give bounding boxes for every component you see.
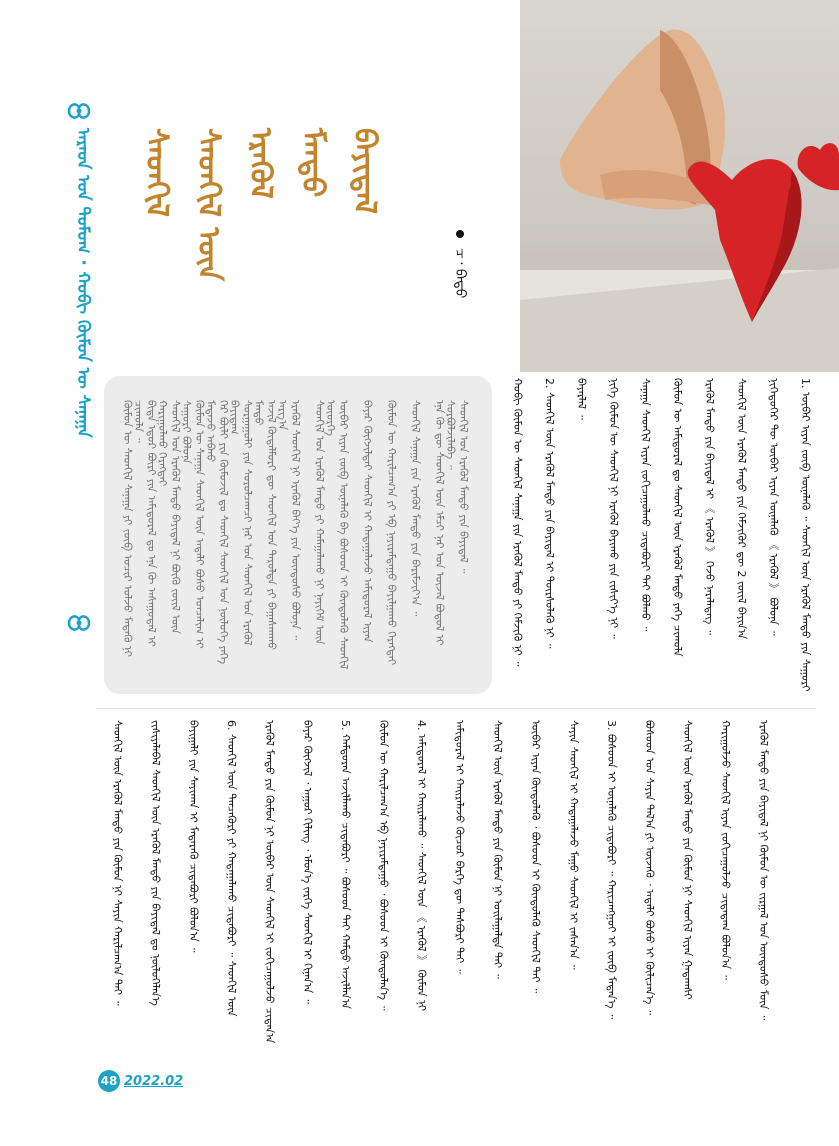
note-line: ᠰᠡᠳᠬᠢᠯ ᠤᠨ ᠡᠷᠡᠭᠦᠯ ᠮᠡᠨᠳᠦ ᠶᠢᠨ ᠪᠠᠶᠢᠳᠠᠯ ᠃ [457, 400, 470, 574]
body-line: 4. ᠠᠮᠢᠳᠤᠷᠠᠯ ᠢ ᠬᠠᠢᠷᠠᠯᠠᠬᠤ ᠃ ᠰᠡᠳᠬᠢᠯ ᠦᠨ 《 ᠡᠷᠡᠭᠦᠯ 》 ᠬᠦᠮᠦᠨ ᠨᠢ [415, 720, 428, 1012]
body-line: ᠬᠦᠮᠦᠨ ᠦ ᠬᠠᠷᠢᠯᠴᠠᠭ᠎ᠠ ᠡᠪ ᠨᠠᠶᠢᠷᠠᠮᠳᠠᠭᠤ ᠂ ᠪᠤᠰᠤᠳ ᠢ ᠬᠦᠨᠳᠦᠯᠡᠨ᠎ᠡ ᠃ [377, 720, 390, 1011]
article-title-line-4: ᠮᠡᠨᠳᠦ [295, 128, 330, 198]
body-line: 3. ᠪᠤᠰᠤᠳ ᠢ ᠦᠨᠡᠯᠡᠬᠦ ᠴᠢᠳᠠᠪᠤᠷᠢ ᠃ ᠬᠠᠷᠢᠴᠠᠩᠭᠤᠢ ᠢ ᠵᠦᠪ ᠮᠡᠳᠡᠨ᠎ᠡ ᠃ [605, 720, 618, 1020]
note-line: ᠪᠠᠶᠠᠷ ᠬᠥᠭᠵᠢᠯᠲᠡᠶ ᠰᠡᠳᠬᠢᠯ ᠢ ᠬᠠᠳᠠᠭᠠᠯᠠᠵᠤ ᠠᠮᠢᠳᠤᠷᠠᠯ ᠢᠶᠠᠨ [361, 400, 374, 643]
scroll-ornament-icon [66, 612, 92, 634]
note-line: ᠬᠦᠮᠦᠨ ᠦ ᠰᠡᠳᠬᠢᠯ ᠰᠠᠨᠠᠭᠠ ᠶᠢ ᠵᠦᠪ ᠤᠴᠢᠷ ᠣᠯᠵᠤ ᠮᠡᠳᠡᠬᠦ ᠨᠢ ᠴᠢᠬᠤᠯᠠ ᠃ [121, 400, 145, 657]
body-line: ᠪᠠᠶᠢᠭᠠᠯᠢ ᠶᠢᠨ ᠰᠠᠶᠢᠬᠠᠨ ᠢ ᠮᠡᠳᠡᠷᠡᠬᠦ ᠴᠢᠳᠠᠪᠤᠷᠢ ᠪᠣᠯᠤᠨ᠎ᠠ ᠃ [187, 720, 200, 953]
article-title-line-3: ᠡᠷᠡᠭᠦᠯ [243, 128, 278, 199]
body-line: 5. ᠬᠠᠮᠲᠤᠷᠠᠨ ᠠᠵᠢᠯᠯᠠᠬᠤ ᠴᠢᠳᠠᠪᠤᠷᠢ ᠃ ᠪᠤᠰᠤᠳ ᠲᠠᠢ ᠬᠠᠮᠲᠤ ᠠᠵᠢᠯᠯᠠᠨ᠎ᠠ [339, 720, 352, 1009]
note-line: ᠬᠦᠮᠦᠨ ᠦ ᠬᠠᠷᠢᠯᠴᠠᠭ᠎ᠠ ᠶᠢ ᠡᠪ ᠨᠠᠶᠢᠷᠠᠮᠳᠠᠭᠤ ᠪᠠᠶᠢᠯᠭᠠᠬᠤ ᠬᠡᠷᠡᠭᠲᠡᠢ [385, 400, 398, 666]
note-line: ᠥᠪᠡᠷ ᠢᠶᠡᠨ ᠵᠦᠪ ᠦᠨᠡᠯᠡᠬᠦ ᠪᠠ ᠪᠤᠰᠤᠳ ᠢ ᠬᠦᠨᠳᠦᠯᠡᠬᠦ ᠰᠡᠳᠬᠢᠯ [337, 400, 350, 670]
body-line: ᠬᠦᠮᠦᠨ ᠦ ᠠᠮᠢᠳᠤᠷᠠᠯ ᠳᠤ ᠰᠡᠳᠬᠢᠯ ᠦᠨ ᠡᠷᠡᠭᠦᠯ ᠮᠡᠨᠳᠦ ᠶᠡᠬᠡ ᠴᠢᠬᠤᠯᠠ [671, 378, 684, 657]
page-folio [98, 1070, 183, 1092]
body-line: 1. ᠥᠪᠡᠷ ᠢᠶᠡᠨ ᠵᠦᠪ ᠦᠨᠡᠯᠡᠬᠦ ᠃ ᠰᠡᠳᠬᠢᠯ ᠦᠨ ᠡᠷᠡᠭᠦᠯ ᠮᠡᠨᠳᠦ ᠶᠢᠨ ᠰᠠᠭᠤᠷᠢ [799, 378, 812, 692]
body-line: ᠨᠢᠭᠡ ᠬᠦᠮᠦᠨ ᠦ ᠰᠡᠳᠬᠢᠯ ᠨᠢ ᠡᠷᠡᠭᠦᠯ ᠪᠠᠶᠢᠬᠤ ᠶᠢᠨ ᠵᠢᠱᠢᠶ᠎ᠡ ᠨᠢ ᠃ [607, 378, 620, 639]
body-line: ᠡᠷᠡᠭᠦᠯ ᠮᠡᠨᠳᠦ ᠶᠢᠨ ᠪᠠᠶᠢᠳᠠᠯ ᠢ 《 ᠡᠷᠡᠭᠦᠯ 》 ᠭᠡᠵᠦ ᠨᠡᠷᠡᠯᠡᠳᠡᠭ ᠃ [703, 378, 716, 635]
page-number: 48 [98, 1070, 120, 1092]
body-line: ᠡᠷᠡᠭᠦᠯ ᠮᠡᠨᠳᠦ ᠶᠢᠨ ᠬᠦᠮᠦᠨ ᠨᠢ ᠥᠪᠡᠷ ᠦᠨ ᠰᠡᠳᠬᠢᠯ ᠢ ᠵᠣᠬᠢᠴᠠᠭᠤᠯᠵᠤ ᠴᠢᠳᠠᠨ᠎ᠠ [263, 720, 276, 1044]
article-photo [520, 0, 839, 372]
note-line: ᠡᠷᠡᠭᠦᠯ ᠰᠡᠳᠬᠢᠯ ᠨᠢ ᠡᠷᠡᠭᠦᠯ ᠪᠡᠶ᠎ᠡ ᠶᠢᠨ ᠦᠨᠳᠦᠰᠦ ᠪᠣᠯᠤᠨᠠ ᠃ [289, 400, 302, 641]
body-line: ᠪᠠᠶᠠᠷ ᠬᠥᠭᠵᠢᠯ ᠂ ᠠᠭᠤᠷ ᠬᠢᠯᠢᠩ ᠂ ᠡᠮᠦᠨ᠎ᠡ ᠵᠡᠷᠭᠡ ᠰᠡᠳᠬᠢᠯ ᠢ ᠬᠢᠨᠠᠨ᠎ᠠ ᠃ [301, 720, 314, 1004]
body-line: ᠥᠪᠡᠷ ᠢᠶᠡᠨ ᠬᠦᠨᠳᠦᠯᠡᠬᠦ ᠂ ᠪᠤᠰᠤᠳ ᠢ ᠬᠦᠨᠳᠦᠯᠡᠬᠦ ᠰᠡᠳᠬᠢᠯ ᠲᠠᠢ ᠃ [529, 720, 542, 994]
note-line: ᠰᠤᠷᠭᠠᠭᠤᠯᠢ ᠶᠢᠨ ᠰᠤᠷᠤᠯᠴᠠᠭᠴᠢ ᠨᠠᠷ ᠤᠨ ᠰᠡᠳᠬᠢᠯ ᠤᠨ ᠡᠷᠡᠭᠦᠯ ᠮᠡᠨᠳᠦ [241, 400, 265, 646]
note-line: ᠰᠡᠳᠬᠢᠯ ᠰᠠᠨᠠᠭᠠ ᠶᠢᠨ ᠡᠷᠡᠭᠦᠯ ᠮᠡᠨᠳᠦ ᠶᠢᠨ ᠪᠠᠷᠢᠮᠵᠢᠶ᠎ᠠ ᠃ [409, 400, 422, 617]
issue-date: 2022.02 [124, 1073, 184, 1089]
article-title-line-5: ᠪᠠᠶᠢᠳᠠᠯ [347, 128, 382, 214]
author-byline [448, 226, 472, 299]
section-label-text: ᠠᠷᠠᠳ ᠤᠨ ᠳᠤᠮᠤᠭ · ᠬᠤᠪᠢ ᠬᠦᠮᠦᠨ ᠦ ᠰᠠᠨᠠᠭᠠ [73, 128, 93, 438]
column-divider [96, 708, 816, 709]
body-line: ᠰᠡᠳᠬᠢᠯ ᠦᠨ ᠡᠷᠡᠭᠦᠯ ᠮᠡᠨᠳᠦ ᠶᠢᠨ ᠬᠦᠮᠦᠨ ᠨᠢ ᠣᠢᠯᠠᠭᠠᠯᠲᠠ ᠲᠠᠢ ᠃ [491, 720, 504, 979]
note-line: ᠡᠨᠡ ᠬᠦ ᠳᠦ ᠰᠡᠳᠬᠢᠯ ᠦᠨ ᠡᠮᠴᠢ ᠨᠠᠷ ᠤᠨ ᠦᠵᠡᠯ ᠪᠣᠳᠤᠯ ᠢ ᠰᠤᠷᠪᠤᠯᠵᠢᠯᠠᠪᠠ ᠃ [433, 400, 457, 646]
hand-heart-illustration [520, 0, 839, 372]
body-line: ᠰᠡᠳᠬᠢᠯ ᠦᠨ ᠡᠷᠡᠭᠦᠯ ᠮᠡᠨᠳᠦ ᠶᠢᠨ ᠬᠦᠮᠦᠨ ᠨᠢ ᠰᠠᠶᠢᠨ ᠬᠠᠷᠢᠯᠴᠠᠭ᠎ᠠ ᠲᠠᠢ ᠃ [111, 720, 124, 1006]
note-line: ᠰᠡᠳᠬᠢᠯ ᠤᠨ ᠡᠷᠡᠭᠦᠯ ᠮᠡᠨᠳᠦ ᠪᠠᠶᠢᠳᠠᠯ ᠨᠢ ᠪᠦᠬᠦ ᠵᠦᠢᠯ ᠦᠨ ᠰᠠᠭᠤᠷᠢ ᠪᠣᠯᠤᠨᠠ [169, 400, 193, 634]
bullet-dot-icon [456, 230, 464, 238]
body-line: ᠨᠢᠭᠡᠳᠦᠭᠡᠷ ᠲᠦ ᠥᠪᠡᠷ ᠢᠶᠡᠨ ᠦᠨᠡᠯᠡᠬᠦ 《 ᠡᠷᠡᠭᠦᠯ 》 ᠪᠣᠯᠤᠨᠠ ᠃ [767, 378, 780, 636]
body-line: ᠡᠷᠡᠭᠦᠯ ᠮᠡᠨᠳᠦ ᠶᠢᠨ ᠪᠠᠶᠢᠳᠠᠯ ᠨᠢ ᠬᠦᠮᠦᠨ ᠦ ᠵᠢᠷᠭᠠᠯ ᠤᠨ ᠦᠨᠳᠦᠰᠦ ᠮᠥᠨ ᠃ [757, 720, 770, 1021]
body-line: ᠬᠠᠷᠢᠭᠤᠯᠵᠤ ᠰᠡᠳᠬᠢᠯ ᠢᠶᠡᠨ ᠵᠣᠬᠢᠴᠠᠭᠤᠯᠵᠤ ᠴᠢᠳᠠᠳᠠᠭ ᠪᠣᠯᠤᠨ᠎ᠠ ᠃ [719, 720, 732, 980]
note-line: ᠭᠡᠷ ᠪᠦᠯᠢ ᠶᠢᠨ ᠬᠦᠮᠦᠵᠢᠯ ᠳᠤ ᠰᠡᠳᠬᠢᠯ ᠰᠡᠳᠬᠢᠯ ᠤᠨ ᠨᠥᠯᠦᠭᠡ ᠶᠡᠬᠡ ᠪᠠᠶᠢᠳᠠᠭ [217, 400, 241, 665]
body-line: 2. ᠰᠡᠳᠬᠢᠯ ᠦᠨ ᠡᠷᠡᠭᠦᠯ ᠮᠡᠨᠳᠦ ᠶᠢᠨ ᠪᠠᠶᠢᠳᠠᠯ ᠢ ᠳᠦᠷᠰᠦᠯᠡᠬᠦ ᠨᠢ ᠃ [543, 378, 556, 649]
article-title-line-2: ᠰᠡᠳᠬᠢᠯ ᠦᠨ [191, 128, 226, 282]
body-line: ᠰᠡᠳᠬᠢᠯ ᠦᠨ ᠡᠷᠡᠭᠦᠯ ᠮᠡᠨᠳᠦ ᠶᠢᠨ ᠬᠦᠮᠦᠨ ᠨᠢ ᠰᠡᠳᠬᠢᠯ ᠢᠶᠡᠨ ᠭᠠᠳᠠᠭᠰᠢ [681, 720, 694, 1000]
body-line: ᠪᠤᠰᠤᠳ ᠤᠨ ᠰᠠᠶᠢᠨ ᠲᠠᠯ᠎ᠠ ᠶᠢ ᠦᠵᠡᠬᠦ ᠂ ᠠᠳᠠᠯᠢ ᠪᠤᠰᠤ ᠢ ᠬᠦᠯᠢᠴᠡᠨ᠎ᠡ ᠃ [643, 720, 656, 1015]
body-line: ᠪᠠᠶᠠᠷᠯᠠᠯ ᠃ [575, 378, 588, 420]
note-line: ᠬᠦᠮᠦᠨ ᠦ ᠰᠠᠨᠠᠭᠠ ᠰᠡᠳᠬᠢᠯ ᠦᠨ ᠠᠳᠠᠯᠢ ᠪᠤᠰᠤ ᠣᠨᠴᠠᠯᠢᠭ ᠢ ᠮᠡᠳᠡᠵᠦ ᠠᠪᠬᠤ [193, 400, 217, 649]
body-line: ᠬᠤᠪᠢ ᠬᠦᠮᠦᠨ ᠦ ᠰᠡᠳᠬᠢᠯ ᠰᠠᠨᠠᠭᠠ ᠶᠢᠨ ᠡᠷᠡᠭᠦᠯ ᠮᠡᠨᠳᠦ ᠶᠢ ᠬᠡᠮᠵᠢᠬᠦ ᠨᠢ ᠃ [511, 378, 524, 667]
author-name: ᠴ᠂ ᠪᠠᠲᠤ [452, 248, 468, 299]
body-line: ᠰᠠᠨᠠᠭᠠ ᠰᠡᠳᠬᠢᠯ ᠢᠶᠡᠨ ᠵᠣᠬᠢᠴᠠᠭᠤᠯᠬᠤ ᠴᠢᠳᠠᠪᠤᠷᠢ ᠲᠠᠢ ᠪᠣᠯᠬᠤ ᠃ [639, 378, 652, 632]
section-label-band [62, 100, 96, 660]
scroll-ornament-icon [66, 100, 92, 122]
body-line: ᠰᠡᠳᠬᠢᠯ ᠦᠨ ᠡᠷᠡᠭᠦᠯ ᠮᠡᠨᠳᠦ ᠶᠢᠨ ᠬᠡᠮᠵᠢᠭᠦᠷ ᠳᠦ 2 ᠵᠦᠢᠯ ᠪᠠᠶᠢᠨ᠎ᠠ [735, 378, 748, 640]
body-line: ᠰᠠᠶᠢᠨ ᠰᠡᠳᠬᠢᠯ ᠢ ᠬᠠᠳᠠᠭᠠᠯᠠᠵᠤ ᠮᠠᠭᠤ ᠰᠡᠳᠬᠢᠯ ᠢ ᠵᠠᠰᠠᠨ᠎ᠠ ᠃ [567, 720, 580, 970]
side-note-box [104, 376, 492, 694]
article-title-line-1: ᠰᠡᠳᠬᠢᠯ [139, 128, 174, 218]
note-line: ᠠᠵᠢᠯ ᠬᠥᠳᠡᠯᠮᠦᠷᠢ ᠳᠦ ᠰᠡᠳᠬᠢᠯ ᠤᠨ ᠳᠠᠷᠤᠯᠲᠠ ᠶᠢ ᠪᠠᠭᠠᠰᠬᠠᠬᠤ ᠠᠷᠭ᠎ᠠ [265, 400, 289, 650]
note-line: ᠪᠢᠳᠡ ᠡᠳᠦᠷ ᠪᠦᠷᠢ ᠶᠢᠨ ᠠᠮᠢᠳᠤᠷᠠᠯ ᠳᠤ ᠡᠨᠡ ᠬᠦ ᠠᠰᠠᠭᠤᠳᠠᠯ ᠢ ᠬᠠᠷᠢᠭᠤᠯᠬᠤ ᠬᠡᠷᠡᠭᠲᠡᠢ [145, 400, 169, 647]
note-line: ᠰᠡᠳᠬᠢᠯ ᠤᠨ ᠡᠷᠡᠭᠦᠯ ᠮᠡᠨᠳᠦ ᠶᠢ ᠬᠠᠮᠠᠭᠠᠯᠠᠬᠤ ᠨᠢ ᠨᠡᠶᠢᠭᠡᠮ ᠦᠨ ᠦᠦᠷᠭᠡ [313, 400, 337, 645]
body-line: 6. ᠰᠡᠳᠬᠢᠯ ᠦᠨ ᠲᠡᠨᠴᠡᠭᠦᠷᠢ ᠶᠢ ᠬᠠᠳᠠᠭᠠᠯᠠᠬᠤ ᠴᠢᠳᠠᠪᠤᠷᠢ ᠃ ᠰᠡᠳᠬᠢᠯ ᠦᠨ [225, 720, 238, 1017]
body-line: ᠠᠮᠢᠳᠤᠷᠠᠯ ᠢ ᠬᠠᠢᠷᠠᠯᠠᠵᠤ ᠬᠦᠴᠦᠷ ᠪᠡᠷᠬᠡ ᠳᠦ ᠲᠡᠰᠪᠦᠷᠢ ᠲᠠᠢ ᠃ [453, 720, 466, 974]
body-line: ᠵᠢᠱᠢᠶᠡᠯᠡᠪᠡᠯ ᠰᠡᠳᠬᠢᠯ ᠦᠨ ᠡᠷᠡᠭᠦᠯ ᠮᠡᠨᠳᠦ ᠶᠢᠨ ᠪᠠᠶᠢᠳᠠᠯ ᠳᠤ ᠨᠥᠯᠦᠭᠡᠯᠡᠨ᠎ᠡ [149, 720, 162, 1006]
